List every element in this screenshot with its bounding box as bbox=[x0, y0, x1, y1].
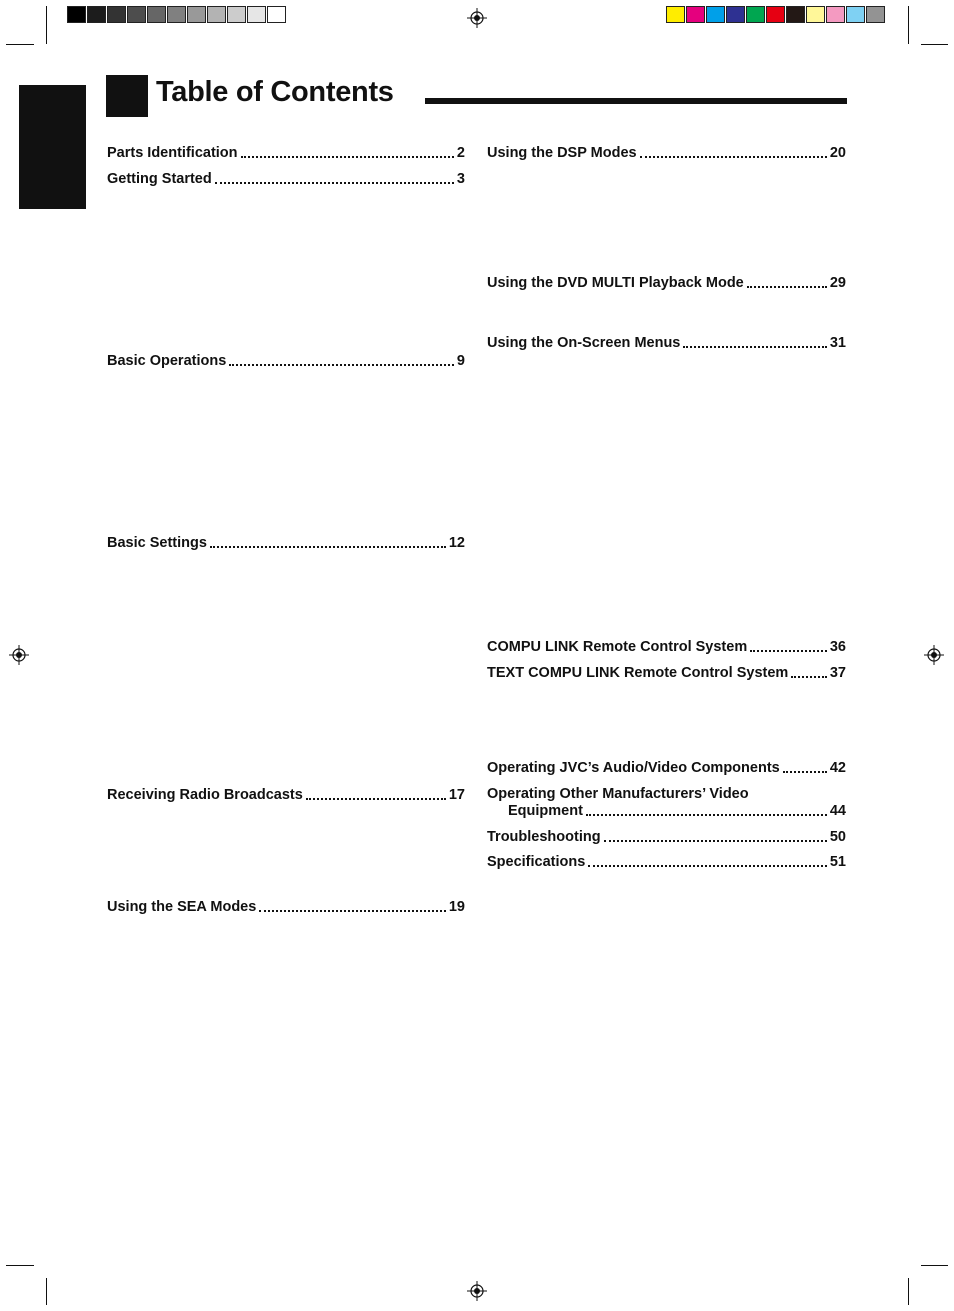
dot-leader bbox=[229, 364, 454, 366]
toc-entry-text-compu-link[interactable] bbox=[487, 665, 846, 681]
toc-entry-using-dsp-modes[interactable] bbox=[487, 145, 846, 161]
toc-entry-label: Specifications bbox=[487, 854, 586, 870]
dot-leader bbox=[306, 798, 446, 800]
crop-mark bbox=[6, 44, 34, 45]
calibration-swatch bbox=[706, 6, 725, 23]
dot-leader bbox=[604, 840, 827, 842]
toc-entry-troubleshooting[interactable] bbox=[487, 829, 846, 845]
toc-entry-using-sea-modes[interactable] bbox=[107, 899, 465, 915]
calibration-swatch bbox=[207, 6, 226, 23]
calibration-swatch bbox=[247, 6, 266, 23]
toc-page-number: 44 bbox=[829, 803, 846, 819]
toc-page-number: 42 bbox=[829, 760, 846, 776]
toc-entry-label: Getting Started bbox=[107, 171, 212, 187]
dot-leader bbox=[750, 650, 827, 652]
toc-entry-label: Receiving Radio Broadcasts bbox=[107, 787, 303, 803]
calibration-swatch bbox=[686, 6, 705, 23]
toc-page-number: 2 bbox=[456, 145, 465, 161]
registration-mark-icon bbox=[9, 645, 29, 665]
toc-entry-label: COMPU LINK Remote Control System bbox=[487, 639, 748, 655]
toc-entry-specifications[interactable] bbox=[487, 854, 846, 870]
toc-entry-operating-other-manufacturers[interactable] bbox=[487, 786, 846, 819]
toc-page-number: 9 bbox=[456, 353, 465, 369]
calibration-swatch bbox=[67, 6, 86, 23]
toc-entry-label: Using the DSP Modes bbox=[487, 145, 637, 161]
toc-entry-dvd-multi-playback[interactable] bbox=[487, 275, 846, 291]
toc-entry-label: Operating JVC’s Audio/Video Components bbox=[487, 760, 780, 776]
dot-leader bbox=[683, 346, 826, 348]
calibration-swatch bbox=[746, 6, 765, 23]
toc-entry-label: Using the DVD MULTI Playback Mode bbox=[487, 275, 744, 291]
crop-mark bbox=[921, 1265, 948, 1266]
toc-entry-compu-link[interactable] bbox=[487, 639, 846, 655]
toc-page-number: 51 bbox=[829, 854, 846, 870]
dot-leader bbox=[588, 865, 827, 867]
calibration-swatch bbox=[846, 6, 865, 23]
toc-page-number: 29 bbox=[829, 275, 846, 291]
toc-entry-label: Parts Identification bbox=[107, 145, 238, 161]
registration-mark-icon bbox=[467, 8, 487, 28]
toc-entry-basic-settings[interactable] bbox=[107, 535, 465, 551]
dot-leader bbox=[210, 546, 446, 548]
dot-leader bbox=[747, 286, 827, 288]
toc-entry-label: Basic Operations bbox=[107, 353, 227, 369]
toc-entry-label: Using the SEA Modes bbox=[107, 899, 257, 915]
toc-entry-on-screen-menus[interactable] bbox=[487, 335, 846, 351]
dot-leader bbox=[241, 156, 454, 158]
calibration-swatch bbox=[147, 6, 166, 23]
toc-page-number: 50 bbox=[829, 829, 846, 845]
calibration-swatch bbox=[167, 6, 186, 23]
toc-page-number: 37 bbox=[829, 665, 846, 681]
crop-mark bbox=[6, 1265, 34, 1266]
title-rule bbox=[425, 98, 847, 104]
toc-page-number: 20 bbox=[829, 145, 846, 161]
toc-entry-receiving-radio-broadcasts[interactable] bbox=[107, 787, 465, 803]
dot-leader bbox=[215, 182, 454, 184]
title-square bbox=[106, 75, 148, 117]
dot-leader bbox=[586, 814, 827, 816]
page-title: Table of Contents bbox=[156, 76, 394, 108]
crop-mark bbox=[908, 1278, 909, 1305]
toc-entry-label-continued: Equipment bbox=[508, 803, 583, 819]
dot-leader bbox=[259, 910, 446, 912]
toc-entry-operating-jvc-components[interactable] bbox=[487, 760, 846, 776]
toc-page-number: 19 bbox=[448, 899, 465, 915]
calibration-swatch bbox=[826, 6, 845, 23]
calibration-swatch bbox=[187, 6, 206, 23]
calibration-swatch bbox=[766, 6, 785, 23]
toc-entry-getting-started[interactable] bbox=[107, 171, 465, 187]
crop-mark bbox=[908, 6, 909, 44]
calibration-swatch bbox=[267, 6, 286, 23]
dot-leader bbox=[783, 771, 827, 773]
calibration-swatch bbox=[866, 6, 885, 23]
toc-page-number: 3 bbox=[456, 171, 465, 187]
toc-entry-basic-operations[interactable] bbox=[107, 353, 465, 369]
calibration-swatch bbox=[87, 6, 106, 23]
calibration-swatch bbox=[806, 6, 825, 23]
toc-entry-parts-identification[interactable] bbox=[107, 145, 465, 161]
toc-entry-label: Operating Other Manufacturers’ Video bbox=[487, 786, 749, 802]
toc-page-number: 17 bbox=[448, 787, 465, 803]
registration-mark-icon bbox=[924, 645, 944, 665]
calibration-swatch bbox=[666, 6, 685, 23]
toc-entry-label: TEXT COMPU LINK Remote Control System bbox=[487, 665, 789, 681]
dot-leader bbox=[640, 156, 827, 158]
calibration-swatch bbox=[726, 6, 745, 23]
side-tab bbox=[19, 85, 86, 209]
crop-mark bbox=[46, 1278, 47, 1305]
toc-page-number: 31 bbox=[829, 335, 846, 351]
calibration-swatch bbox=[127, 6, 146, 23]
toc-page-number: 36 bbox=[829, 639, 846, 655]
dot-leader bbox=[791, 676, 827, 678]
calibration-swatch bbox=[786, 6, 805, 23]
registration-mark-icon bbox=[467, 1281, 487, 1301]
crop-mark bbox=[46, 6, 47, 44]
toc-entry-label: Basic Settings bbox=[107, 535, 207, 551]
toc-page-number: 12 bbox=[448, 535, 465, 551]
calibration-swatch bbox=[107, 6, 126, 23]
toc-entry-label: Using the On-Screen Menus bbox=[487, 335, 681, 351]
crop-mark bbox=[921, 44, 948, 45]
toc-entry-label: Troubleshooting bbox=[487, 829, 601, 845]
calibration-swatch bbox=[227, 6, 246, 23]
